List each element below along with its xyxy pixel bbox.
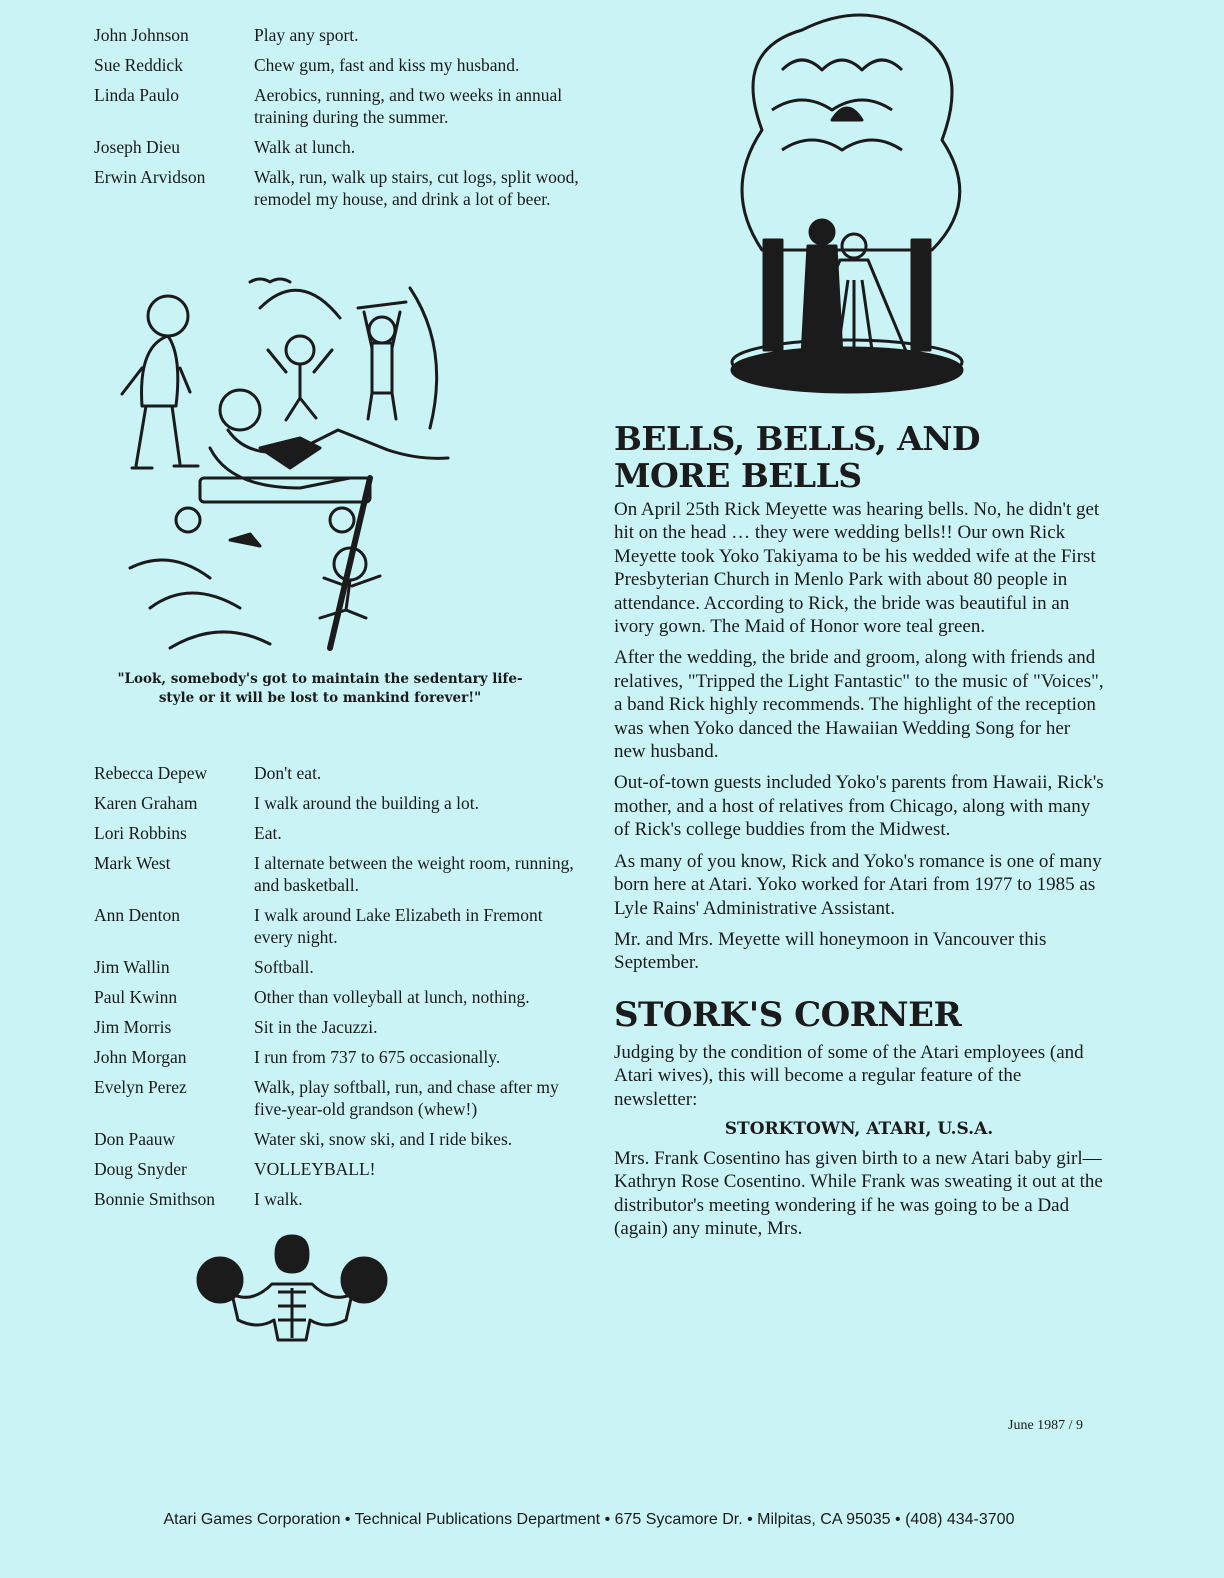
survey-row: [94, 54, 584, 76]
survey-answer: I walk.: [254, 1189, 303, 1209]
survey-name: Mark West: [94, 853, 171, 873]
survey-row: [94, 1046, 584, 1068]
survey-row: [94, 1188, 584, 1210]
survey-name: Jim Morris: [94, 1017, 172, 1037]
survey-name: Linda Paulo: [94, 85, 180, 105]
survey-answer: Walk, play softball, run, and chase after my five-year-old grandson (whew!): [254, 1077, 559, 1119]
survey-name: Paul Kwinn: [94, 987, 178, 1007]
survey-name: Jim Wallin: [94, 957, 170, 977]
survey-row: [94, 1128, 584, 1150]
survey-answer: Walk at lunch.: [254, 137, 356, 157]
survey-row: [94, 956, 584, 978]
bells-paragraph: After the wedding, the bride and groom, along with friends and relatives, "Tripped the Light Fantastic" to the music of "Voices", a band Rick highly recommends. The highlight of the reception was when Yoko danced the Hawaiian Wedding Song for her new husband.: [614, 647, 1104, 763]
bells-paragraph: Mr. and Mrs. Meyette will honeymoon in Vancouver this September.: [614, 928, 1047, 974]
survey-name: Lori Robbins: [94, 823, 187, 843]
bells-body: [614, 498, 1104, 975]
survey-answer: I alternate between the weight room, running, and basketball.: [254, 853, 574, 895]
cartoon-caption: "Look, somebody's got to maintain the sedentary life-style or it will be lost to mankind forever!": [117, 671, 523, 706]
survey-name: Erwin Arvidson: [94, 167, 206, 187]
survey-answer: VOLLEYBALL!: [254, 1159, 376, 1179]
survey-answer: Softball.: [254, 957, 314, 977]
survey-name: John Johnson: [94, 25, 189, 45]
stork-title: STORK'S CORNER: [614, 994, 962, 1035]
survey-row: [94, 166, 584, 210]
survey-row: [94, 792, 584, 814]
survey-row: [94, 904, 584, 948]
survey-row: [94, 762, 584, 784]
survey-answer: Walk, run, walk up stairs, cut logs, split wood, remodel my house, and drink a lot of beer.: [254, 167, 579, 209]
survey-row: [94, 84, 584, 128]
survey-name: Sue Reddick: [94, 55, 183, 75]
survey-name: Rebecca Depew: [94, 763, 208, 783]
survey-answer: Aerobics, running, and two weeks in annual training during the summer.: [254, 85, 563, 127]
bodybuilder-illustration: [192, 1232, 392, 1342]
survey-name: Joseph Dieu: [94, 137, 181, 157]
survey-name: John Morgan: [94, 1047, 187, 1067]
survey-row: [94, 136, 584, 158]
survey-row: [94, 24, 584, 46]
bells-paragraph: On April 25th Rick Meyette was hearing bells. No, he didn't get hit on the head … they were wedding bells!! Our own Rick Meyette took Yoko Takiyama to be his wedded wife at the First Presbyterian Church in Menlo Park with about 80 people in attendance. According to Rick, the bride was beautiful in an ivory gown. The Maid of Honor wore teal green.: [614, 499, 1100, 638]
survey-name: Doug Snyder: [94, 1159, 187, 1179]
survey-answer: Play any sport.: [254, 25, 359, 45]
bells-paragraph: As many of you know, Rick and Yoko's romance is one of many born here at Atari. Yoko worked for Atari from 1977 to 1985 as Lyle Rains' Administrative Assistant.: [614, 850, 1102, 919]
survey-list-top: [94, 24, 584, 218]
survey-row: [94, 852, 584, 896]
survey-answer: I run from 737 to 675 occasionally.: [254, 1047, 501, 1067]
wedding-cake-illustration: [722, 10, 972, 400]
survey-answer: Other than volleyball at lunch, nothing.: [254, 987, 530, 1007]
survey-answer: Sit in the Jacuzzi.: [254, 1017, 378, 1037]
survey-list-bottom: [94, 762, 584, 1218]
footer-address: Atari Games Corporation • Technical Publications Department • 675 Sycamore Dr. • Milpitas, CA 95035 • (408) 434-3700: [163, 1511, 1015, 1528]
survey-answer: Water ski, snow ski, and I ride bikes.: [254, 1129, 513, 1149]
survey-name: Karen Graham: [94, 793, 198, 813]
survey-name: Bonnie Smithson: [94, 1189, 216, 1209]
article-bells: [614, 420, 1104, 1249]
stork-subhead: STORKTOWN, ATARI, U.S.A.: [724, 1118, 994, 1139]
page-number: June 1987 / 9: [1008, 1418, 1084, 1433]
survey-row: [94, 986, 584, 1008]
survey-row: [94, 1158, 584, 1180]
survey-answer: Chew gum, fast and kiss my husband.: [254, 55, 520, 75]
survey-name: Evelyn Perez: [94, 1077, 187, 1097]
survey-name: Ann Denton: [94, 905, 181, 925]
stork-intro: Judging by the condition of some of the Atari employees (and Atari wives), this will become a regular feature of the newsletter:: [614, 1041, 1084, 1110]
bells-title: [614, 420, 1104, 494]
bells-title-line1: BELLS, BELLS, AND: [614, 419, 981, 458]
bells-title-line2: MORE BELLS: [614, 456, 862, 495]
survey-answer: Don't eat.: [254, 763, 322, 783]
survey-name: Don Paauw: [94, 1129, 176, 1149]
survey-answer: I walk around the building a lot.: [254, 793, 480, 813]
survey-row: [94, 1076, 584, 1120]
bells-paragraph: Out-of-town guests included Yoko's parents from Hawaii, Rick's mother, and a host of relatives from Chicago, along with many of Rick's college buddies from the Midwest.: [614, 772, 1104, 841]
survey-row: [94, 822, 584, 844]
survey-answer: Eat.: [254, 823, 282, 843]
exercise-cartoon-illustration: [110, 268, 470, 660]
survey-answer: I walk around Lake Elizabeth in Fremont every night.: [254, 905, 543, 947]
stork-body: [614, 1041, 1104, 1241]
stork-paragraph: Mrs. Frank Cosentino has given birth to a new Atari baby girl—Kathryn Rose Cosentino. While Frank was sweating it out at the distributor's meeting wondering if he was going to be a Dad (again) any minute, Mrs.: [614, 1147, 1103, 1240]
survey-row: [94, 1016, 584, 1038]
